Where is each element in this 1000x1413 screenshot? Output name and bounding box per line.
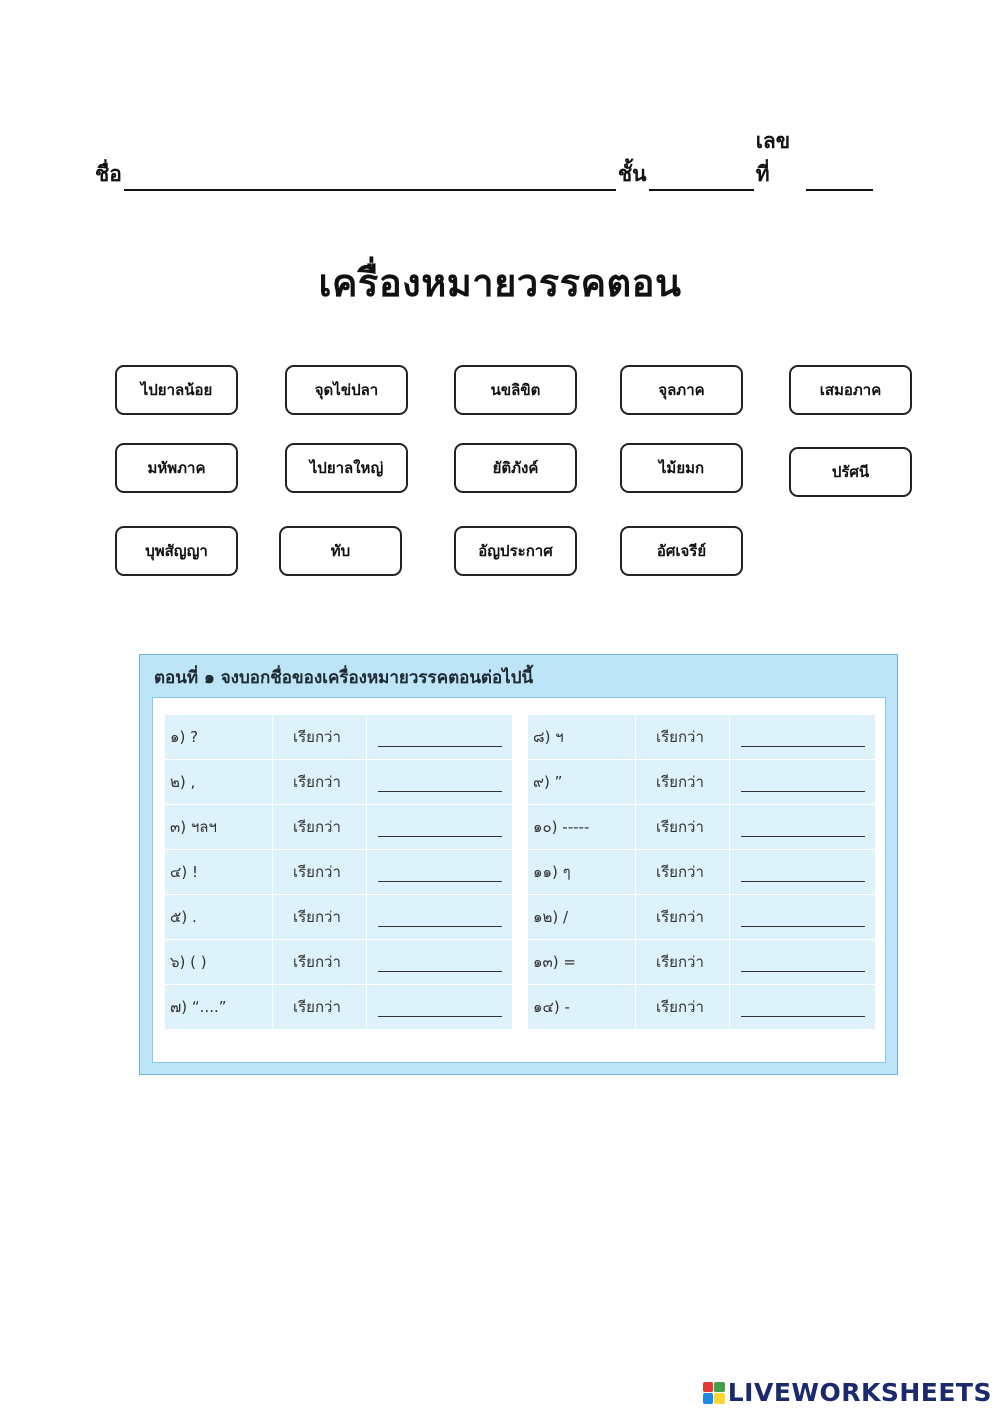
number-blank[interactable]: [806, 165, 873, 191]
symbol-cell: ๑๓) =: [528, 940, 636, 984]
table-row: [165, 760, 512, 805]
class-blank[interactable]: [649, 165, 754, 191]
answer-drop-zone[interactable]: [741, 863, 865, 882]
table-row: [528, 850, 875, 895]
symbol-cell: ๕) .: [165, 895, 273, 939]
answer-drop-zone[interactable]: [741, 908, 865, 927]
answer-drop-zone[interactable]: [378, 998, 502, 1017]
symbol-cell: ๗) “....”: [165, 985, 273, 1029]
table-row: [165, 895, 512, 940]
table-row: [528, 985, 875, 1030]
class-label: ชั้น: [617, 161, 647, 186]
answer-drop-zone[interactable]: [741, 773, 865, 792]
symbol-cell: ๔) !: [165, 850, 273, 894]
call-label: เรียกว่า: [273, 760, 367, 804]
answer-drop-zone[interactable]: [378, 863, 502, 882]
answer-drop-zone[interactable]: [378, 908, 502, 927]
table-row: [165, 985, 512, 1030]
page-title: เครื่องหมายวรรคตอน: [318, 260, 682, 305]
table-row: [528, 940, 875, 985]
word-bank-item[interactable]: ไม้ยมก: [620, 443, 743, 493]
answer-drop-zone[interactable]: [741, 728, 865, 747]
answer-drop-zone[interactable]: [741, 998, 865, 1017]
liveworksheets-logo: [703, 1378, 992, 1407]
exercise-column-right: [528, 715, 875, 1030]
student-info-line: [95, 125, 875, 191]
answer-drop-zone[interactable]: [378, 953, 502, 972]
word-bank-item[interactable]: บุพสัญญา: [115, 526, 238, 576]
call-label: เรียกว่า: [273, 805, 367, 849]
table-row: [165, 940, 512, 985]
call-label: เรียกว่า: [636, 805, 730, 849]
symbol-cell: ๑๑) ๆ: [528, 850, 636, 894]
call-label: เรียกว่า: [636, 985, 730, 1029]
exercise-title: ตอนที่ ๑ จงบอกชื่อของเครื่องหมายวรรคตอนต่อไปนี้: [154, 668, 534, 688]
table-row: [528, 805, 875, 850]
table-row: [528, 760, 875, 805]
symbol-cell: ๑) ?: [165, 715, 273, 759]
call-label: เรียกว่า: [273, 850, 367, 894]
name-blank[interactable]: [124, 165, 616, 191]
symbol-cell: ๙) ”: [528, 760, 636, 804]
name-label: ชื่อ: [95, 161, 122, 186]
answer-drop-zone[interactable]: [378, 773, 502, 792]
symbol-cell: ๑๒) /: [528, 895, 636, 939]
call-label: เรียกว่า: [636, 760, 730, 804]
exercise-panel: [139, 654, 898, 1075]
word-bank-item[interactable]: นขลิขิต: [454, 365, 577, 415]
word-bank-item[interactable]: อัศเจรีย์: [620, 526, 743, 576]
liveworksheets-logo-icon: [703, 1382, 725, 1404]
logo-text: LIVEWORKSHEETS: [727, 1378, 992, 1407]
table-row: [165, 850, 512, 895]
call-label: เรียกว่า: [273, 940, 367, 984]
call-label: เรียกว่า: [636, 715, 730, 759]
table-row: [528, 715, 875, 760]
word-bank-item[interactable]: ทับ: [279, 526, 402, 576]
symbol-cell: ๒) ,: [165, 760, 273, 804]
answer-drop-zone[interactable]: [378, 728, 502, 747]
word-bank-item[interactable]: เสมอภาค: [789, 365, 912, 415]
symbol-cell: ๑๔) -: [528, 985, 636, 1029]
call-label: เรียกว่า: [636, 850, 730, 894]
answer-drop-zone[interactable]: [741, 953, 865, 972]
exercise-table: [152, 697, 886, 1063]
word-bank-item[interactable]: มหัพภาค: [115, 443, 238, 493]
word-bank-item[interactable]: ไปยาลน้อย: [115, 365, 238, 415]
answer-drop-zone[interactable]: [378, 818, 502, 837]
call-label: เรียกว่า: [636, 895, 730, 939]
call-label: เรียกว่า: [273, 895, 367, 939]
word-bank-item[interactable]: ยัติภังค์: [454, 443, 577, 493]
word-bank-item[interactable]: ไปยาลใหญ่: [285, 443, 408, 493]
table-row: [165, 805, 512, 850]
exercise-column-left: [165, 715, 512, 1030]
answer-drop-zone[interactable]: [741, 818, 865, 837]
word-bank-item[interactable]: อัญประกาศ: [454, 526, 577, 576]
word-bank-item[interactable]: จุดไข่ปลา: [285, 365, 408, 415]
symbol-cell: ๑๐) -----: [528, 805, 636, 849]
number-label: เลขที่: [755, 128, 791, 186]
call-label: เรียกว่า: [273, 715, 367, 759]
call-label: เรียกว่า: [636, 940, 730, 984]
symbol-cell: ๖) ( ): [165, 940, 273, 984]
word-bank-item[interactable]: ปรัศนี: [789, 447, 912, 497]
symbol-cell: ๓) ฯลฯ: [165, 805, 273, 849]
word-bank-item[interactable]: จุลภาค: [620, 365, 743, 415]
table-row: [528, 895, 875, 940]
table-row: [165, 715, 512, 760]
symbol-cell: ๘) ฯ: [528, 715, 636, 759]
call-label: เรียกว่า: [273, 985, 367, 1029]
